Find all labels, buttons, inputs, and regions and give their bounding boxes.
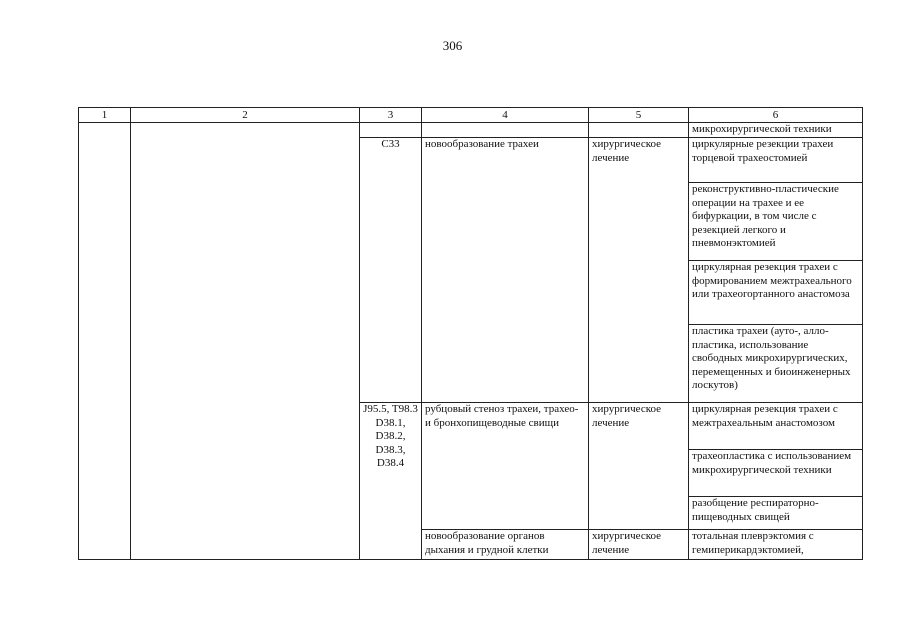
column-header: 5 <box>589 108 689 123</box>
method-cell: циркулярные резекции трахеи торцевой трахеостомией <box>689 138 863 183</box>
column-2-cell <box>131 123 360 560</box>
diagnosis-cell: новообразование органов дыхания и грудной клетки <box>422 530 589 560</box>
continuation-row <box>79 123 863 138</box>
code-cell <box>360 123 422 138</box>
code-cell: J95.5, T98.3 D38.1, D38.2, D38.3, D38.4 <box>360 403 422 560</box>
column-header: 2 <box>131 108 360 123</box>
treatment-cell: хирургическое лечение <box>589 403 689 530</box>
code-cell: C33 <box>360 138 422 403</box>
method-cell: циркулярная резекция трахеи с формированием межтрахеального или трахеогортанного анастомоза <box>689 261 863 325</box>
diagnosis-cell: рубцовый стеноз трахеи, трахео- и бронхопищеводные свищи <box>422 403 589 530</box>
method-cell: разобщение респираторно-пищеводных свищей <box>689 497 863 530</box>
column-header: 6 <box>689 108 863 123</box>
treatment-cell <box>589 123 689 138</box>
diagnosis-cell: новообразование трахеи <box>422 138 589 403</box>
header-row <box>79 108 863 123</box>
method-cell: циркулярная резекция трахеи с межтрахеальным анастомозом <box>689 403 863 450</box>
method-cell: трахеопластика с использованием микрохирургической техники <box>689 450 863 497</box>
column-header: 1 <box>79 108 131 123</box>
diagnosis-cell <box>422 123 589 138</box>
column-header: 3 <box>360 108 422 123</box>
method-cell: микрохирургической техники <box>689 123 863 138</box>
treatment-cell: хирургическое лечение <box>589 138 689 403</box>
medical-procedures-table <box>78 107 863 560</box>
method-cell: пластика трахеи (ауто-, алло-пластика, использование свободных микрохирургических, перемещенных и биоинженерных лоскутов) <box>689 325 863 403</box>
column-1-cell <box>79 123 131 560</box>
column-header: 4 <box>422 108 589 123</box>
method-cell: тотальная плеврэктомия с гемиперикардэктомией, <box>689 530 863 560</box>
treatment-cell: хирургическое лечение <box>589 530 689 560</box>
page-number: 306 <box>442 38 463 53</box>
method-cell: реконструктивно-пластические операции на трахее и ее бифуркации, в том числе с резекцией легкого и пневмонэктомией <box>689 183 863 261</box>
